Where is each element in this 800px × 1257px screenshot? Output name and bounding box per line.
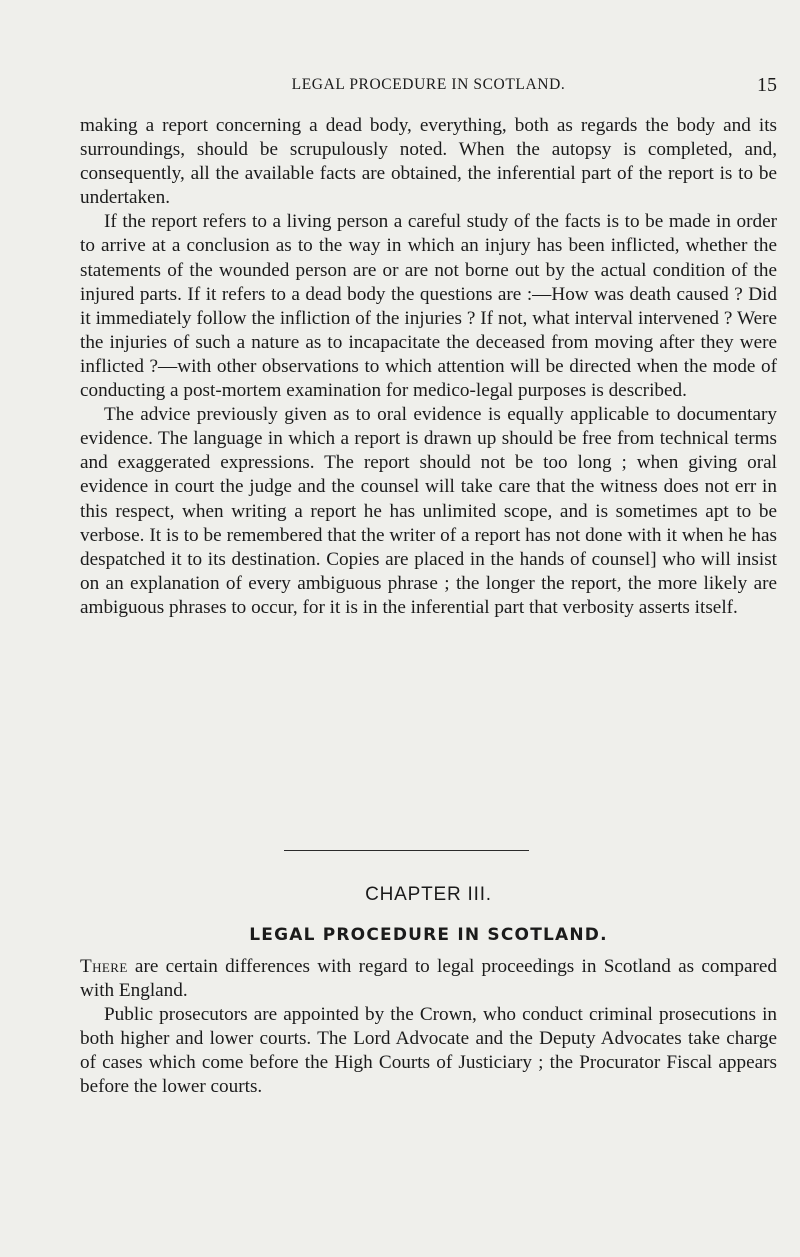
chapter-body-text [80, 955, 777, 1100]
running-title: LEGAL PROCEDURE IN SCOTLAND. [291, 76, 566, 93]
paragraph-differences-text: are certain differences with regard to legal proceedings in Scotland as compared with England. [80, 956, 777, 1002]
body-text [80, 114, 777, 620]
paragraph-continued: making a report concerning a dead body, everything, both as regards the body and its surroundings, should be scrupulously noted. When the autopsy is completed, and, consequently, all the available facts are obtained, the inferential part of the report is to be undertaken. [80, 115, 777, 209]
paragraph-documentary-evidence: The advice previously given as to oral evidence is equally applicable to documentary evidence. The language in which a report is drawn up should be free from technical terms and exaggerated expressions. The report should not be too long ; when giving oral evidence in court the judge and the counsel will take care that the witness does not err in this respect, when writing a report he has unlimited scope, and is sometimes apt to be verbose. It is to be remembered that the writer of a report has not done with it when he has despatched it to its destination. Copies are placed in the hands of counsel] who will insist on an explanation of every ambiguous phrase ; the longer the report, the more likely are ambiguous phrases to occur, for it is in the inferential part that verbosity asserts itself. [80, 404, 777, 618]
paragraph-public-prosecutors: Public prosecutors are appointed by the Crown, who conduct criminal prosecutions in both higher and lower courts. The Lord Advocate and the Deputy Advocates take charge of cases which come before the High Courts of Justiciary ; the Procurator Fiscal appears before the lower courts. [80, 1004, 777, 1098]
running-head [80, 74, 777, 96]
section-divider [284, 850, 529, 851]
lead-word: There [80, 956, 128, 977]
chapter-title: CHAPTER III. [365, 884, 492, 905]
page-number: 15 [757, 74, 777, 96]
paragraph-living-person: If the report refers to a living person a careful study of the facts is to be made in order to arrive at a conclusion as to the way in which an injury has been inflicted, whether the statements of the wounded person are or are not borne out by the actual condition of the injured parts. If it refers to a dead body the questions are :—How was death caused ? Did it immediately follow the infliction of the injuries ? If not, what interval intervened ? Were the injuries of such a nature as to incapacitate the deceased from moving after they were inflicted ?—with other observations to which attention will be directed when the mode of conducting a post-mortem examination for medico-legal purposes is described. [80, 211, 777, 402]
paragraph-differences [80, 955, 777, 1003]
chapter-heading: LEGAL PROCEDURE IN SCOTLAND. [249, 925, 608, 945]
